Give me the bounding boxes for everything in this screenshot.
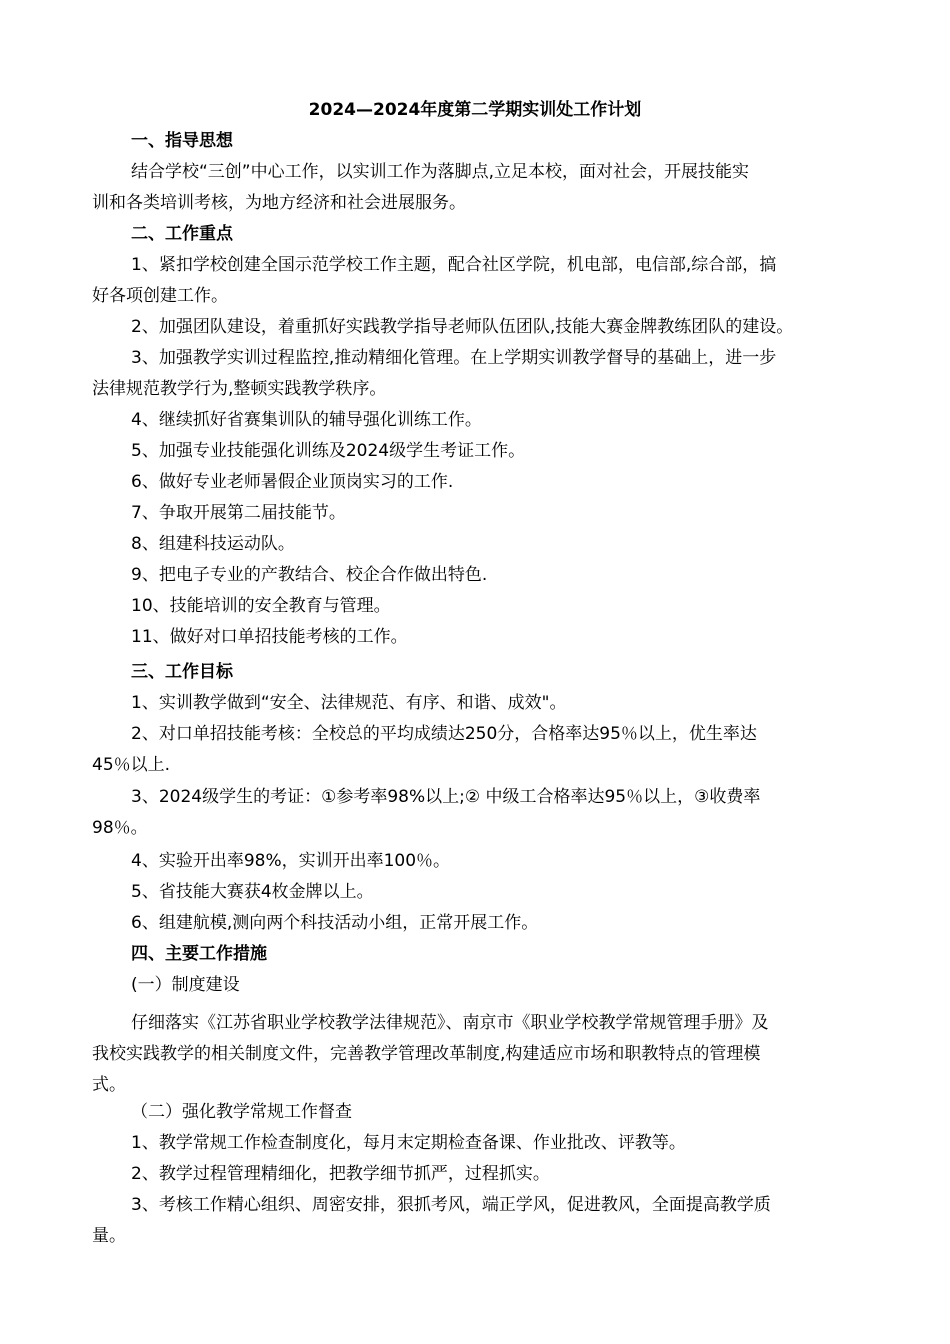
body-text-line: 1、实训教学做到“安全、法律规范、有序、和谐、成效"。 xyxy=(131,693,567,713)
body-text-line: 6、组建航模,测向两个科技活动小组，正常开展工作。 xyxy=(131,913,539,933)
body-text-line: 2、对口单招技能考核：全校总的平均成绩达250分，合格率达95％以上，优生率达 xyxy=(131,724,757,744)
body-text-line: 2、教学过程管理精细化，把教学细节抓严，过程抓实。 xyxy=(131,1164,550,1184)
body-text-line: 4、实验开出率98%，实训开出率100％。 xyxy=(131,851,451,871)
body-text-line: （二）强化教学常规工作督查 xyxy=(131,1102,352,1122)
body-text-line: 量。 xyxy=(92,1226,126,1246)
body-text-line: 11、做好对口单招技能考核的工作。 xyxy=(131,627,408,647)
body-text-line: 10、技能培训的安全教育与管理。 xyxy=(131,596,391,616)
body-text-line: 3、考核工作精心组织、周密安排，狠抓考风，端正学风，促进教风，全面提高教学质 xyxy=(131,1195,771,1215)
body-text-line: 3、加强教学实训过程监控,推动精细化管理。在上学期实训教学督导的基础上，进一步 xyxy=(131,348,777,368)
body-text-line: 式。 xyxy=(92,1075,126,1095)
section-heading: 二、工作重点 xyxy=(131,224,233,244)
body-text-line: 9、把电子专业的产教结合、校企合作做出特色. xyxy=(131,565,488,585)
body-text-line: 法律规范教学行为,整顿实践教学秩序。 xyxy=(92,379,387,399)
body-text-line: 2、加强团队建设，着重抓好实践教学指导老师队伍团队,技能大赛金牌教练团队的建设。 xyxy=(131,317,794,337)
body-text-line: 结合学校“三创”中心工作，以实训工作为落脚点,立足本校，面对社会，开展技能实 xyxy=(131,162,750,182)
body-text-line: 5、省技能大赛获4枚金牌以上。 xyxy=(131,882,374,902)
body-text-line: 1、紧扣学校创建全国示范学校工作主题，配合社区学院，机电部，电信部,综合部，搞 xyxy=(131,255,777,275)
section-heading: 三、工作目标 xyxy=(131,662,233,682)
section-heading: 四、主要工作措施 xyxy=(131,944,267,964)
body-text-line: 8、组建科技运动队。 xyxy=(131,534,295,554)
section-heading: 一、指导思想 xyxy=(131,131,233,151)
body-text-line: 7、争取开展第二届技能节。 xyxy=(131,503,346,523)
body-text-line: 1、教学常规工作检查制度化，每月末定期检查备课、作业批改、评教等。 xyxy=(131,1133,686,1153)
body-text-line: 6、做好专业老师暑假企业顶岗实习的工作. xyxy=(131,472,454,492)
body-text-line: 98％。 xyxy=(92,818,148,838)
body-text-line: (一）制度建设 xyxy=(131,975,240,995)
body-text-line: 训和各类培训考核，为地方经济和社会进展服务。 xyxy=(92,193,466,213)
body-text-line: 我校实践教学的相关制度文件，完善教学管理改革制度,构建适应市场和职教特点的管理模 xyxy=(92,1044,761,1064)
body-text-line: 45％以上. xyxy=(92,755,171,775)
body-text-line: 仔细落实《江苏省职业学校教学法律规范》、南京市《职业学校教学常规管理手册》及 xyxy=(131,1013,769,1033)
document-title: 2024—2024年度第二学期实训处工作计划 xyxy=(308,100,642,120)
body-text-line: 5、加强专业技能强化训练及2024级学生考证工作。 xyxy=(131,441,526,461)
body-text-line: 4、继续抓好省赛集训队的辅导强化训练工作。 xyxy=(131,410,482,430)
body-text-line: 好各项创建工作。 xyxy=(92,286,228,306)
body-text-line: 3、2024级学生的考证：①参考率98%以上;② 中级工合格率达95％以上，③收费率 xyxy=(131,787,761,807)
